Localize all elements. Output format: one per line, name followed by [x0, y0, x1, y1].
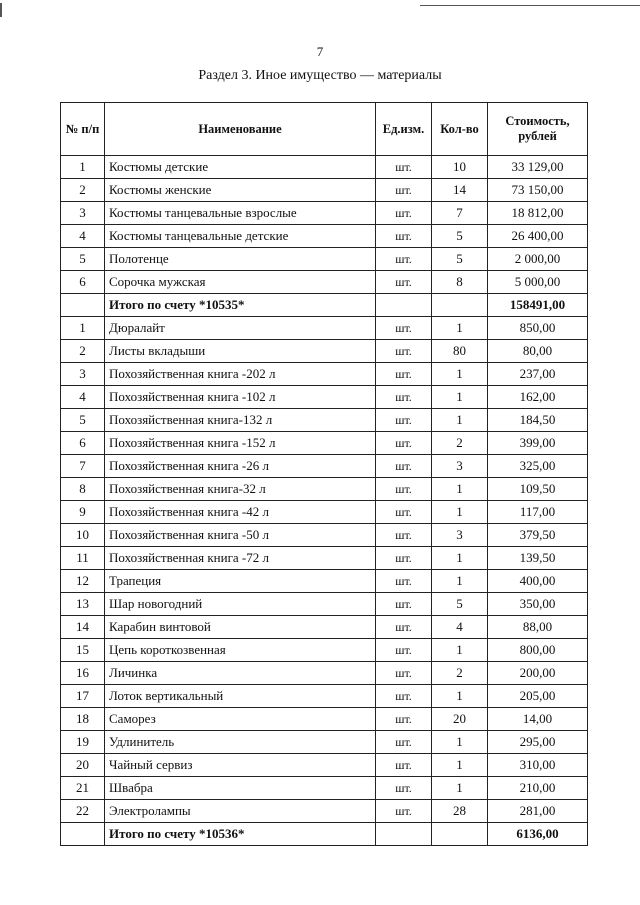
- row-qty: 80: [432, 340, 488, 363]
- table-row: [61, 800, 588, 823]
- row-cost: 5 000,00: [488, 271, 588, 294]
- row-cost: 400,00: [488, 570, 588, 593]
- total-num-empty: [61, 823, 105, 846]
- table-row: [61, 340, 588, 363]
- row-num: 20: [61, 754, 105, 777]
- row-unit: шт.: [376, 225, 432, 248]
- row-num: 2: [61, 179, 105, 202]
- inventory-table: [60, 102, 588, 846]
- row-cost: 73 150,00: [488, 179, 588, 202]
- header-cost-line2: рублей: [518, 129, 557, 143]
- row-unit: шт.: [376, 754, 432, 777]
- row-unit: шт.: [376, 639, 432, 662]
- row-cost: 162,00: [488, 386, 588, 409]
- table-row: [61, 616, 588, 639]
- row-unit: шт.: [376, 731, 432, 754]
- row-unit: шт.: [376, 386, 432, 409]
- table-row: [61, 731, 588, 754]
- row-unit: шт.: [376, 340, 432, 363]
- header-cost: [488, 103, 588, 156]
- section-title: Раздел 3. Иное имущество — материалы: [198, 68, 442, 83]
- row-name: Саморез: [105, 708, 376, 731]
- row-unit: шт.: [376, 570, 432, 593]
- row-num: 19: [61, 731, 105, 754]
- table-row: [61, 317, 588, 340]
- row-num: 3: [61, 363, 105, 386]
- table-row: [61, 202, 588, 225]
- row-cost: 210,00: [488, 777, 588, 800]
- row-name: Полотенце: [105, 248, 376, 271]
- row-name: Швабра: [105, 777, 376, 800]
- table-row: [61, 754, 588, 777]
- row-cost: 399,00: [488, 432, 588, 455]
- row-num: 11: [61, 547, 105, 570]
- row-num: 8: [61, 478, 105, 501]
- row-unit: шт.: [376, 777, 432, 800]
- row-qty: 1: [432, 363, 488, 386]
- row-num: 9: [61, 501, 105, 524]
- row-name: Лоток вертикальный: [105, 685, 376, 708]
- row-cost: 33 129,00: [488, 156, 588, 179]
- row-unit: шт.: [376, 317, 432, 340]
- row-qty: 7: [432, 202, 488, 225]
- row-unit: шт.: [376, 616, 432, 639]
- table-row: [61, 455, 588, 478]
- row-qty: 28: [432, 800, 488, 823]
- row-qty: 1: [432, 386, 488, 409]
- row-unit: шт.: [376, 593, 432, 616]
- row-num: 22: [61, 800, 105, 823]
- row-qty: 5: [432, 593, 488, 616]
- row-cost: 14,00: [488, 708, 588, 731]
- row-name: Костюмы танцевальные взрослые: [105, 202, 376, 225]
- row-num: 1: [61, 317, 105, 340]
- row-name: Похозяйственная книга -72 л: [105, 547, 376, 570]
- row-name: Похозяйственная книга-32 л: [105, 478, 376, 501]
- row-unit: шт.: [376, 156, 432, 179]
- total-num-empty: [61, 294, 105, 317]
- row-num: 6: [61, 432, 105, 455]
- row-cost: 109,50: [488, 478, 588, 501]
- row-cost: 88,00: [488, 616, 588, 639]
- row-qty: 1: [432, 317, 488, 340]
- table-row: [61, 478, 588, 501]
- total-value: 6136,00: [488, 823, 588, 846]
- row-name: Шар новогодний: [105, 593, 376, 616]
- row-num: 13: [61, 593, 105, 616]
- table-row: [61, 179, 588, 202]
- row-qty: 2: [432, 432, 488, 455]
- row-qty: 3: [432, 524, 488, 547]
- row-name: Цепь короткозвенная: [105, 639, 376, 662]
- row-unit: шт.: [376, 547, 432, 570]
- row-qty: 1: [432, 731, 488, 754]
- header-unit: Ед.изм.: [376, 103, 432, 156]
- header-name: Наименование: [105, 103, 376, 156]
- row-qty: 1: [432, 639, 488, 662]
- row-name: Костюмы танцевальные детские: [105, 225, 376, 248]
- row-num: 14: [61, 616, 105, 639]
- scan-edge-mark: [0, 3, 2, 17]
- table-row: [61, 593, 588, 616]
- table-row: [61, 225, 588, 248]
- row-num: 12: [61, 570, 105, 593]
- row-unit: шт.: [376, 478, 432, 501]
- total-qty-empty: [432, 823, 488, 846]
- table-row: [61, 501, 588, 524]
- row-cost: 379,50: [488, 524, 588, 547]
- row-unit: шт.: [376, 708, 432, 731]
- header-qty: Кол-во: [432, 103, 488, 156]
- table-header-row: [61, 103, 588, 156]
- page-number: 7: [316, 44, 324, 59]
- row-num: 2: [61, 340, 105, 363]
- row-unit: шт.: [376, 363, 432, 386]
- table-row: [61, 156, 588, 179]
- row-name: Листы вкладыши: [105, 340, 376, 363]
- row-qty: 1: [432, 409, 488, 432]
- row-name: Чайный сервиз: [105, 754, 376, 777]
- row-qty: 2: [432, 662, 488, 685]
- total-row: [61, 823, 588, 846]
- row-num: 21: [61, 777, 105, 800]
- table-row: [61, 547, 588, 570]
- row-cost: 325,00: [488, 455, 588, 478]
- row-name: Костюмы детские: [105, 156, 376, 179]
- row-qty: 5: [432, 225, 488, 248]
- row-name: Электролампы: [105, 800, 376, 823]
- row-num: 6: [61, 271, 105, 294]
- row-num: 10: [61, 524, 105, 547]
- table-row: [61, 708, 588, 731]
- row-name: Похозяйственная книга-132 л: [105, 409, 376, 432]
- total-unit-empty: [376, 823, 432, 846]
- table-row: [61, 662, 588, 685]
- row-cost: 850,00: [488, 317, 588, 340]
- row-name: Личинка: [105, 662, 376, 685]
- row-qty: 8: [432, 271, 488, 294]
- row-cost: 200,00: [488, 662, 588, 685]
- row-cost: 310,00: [488, 754, 588, 777]
- row-num: 5: [61, 409, 105, 432]
- row-name: Похозяйственная книга -152 л: [105, 432, 376, 455]
- row-cost: 139,50: [488, 547, 588, 570]
- row-qty: 1: [432, 547, 488, 570]
- total-unit-empty: [376, 294, 432, 317]
- row-unit: шт.: [376, 179, 432, 202]
- row-unit: шт.: [376, 800, 432, 823]
- row-name: Костюмы женские: [105, 179, 376, 202]
- row-qty: 1: [432, 754, 488, 777]
- row-unit: шт.: [376, 432, 432, 455]
- table-row: [61, 386, 588, 409]
- row-cost: 117,00: [488, 501, 588, 524]
- row-qty: 10: [432, 156, 488, 179]
- row-cost: 237,00: [488, 363, 588, 386]
- row-cost: 18 812,00: [488, 202, 588, 225]
- row-name: Похозяйственная книга -102 л: [105, 386, 376, 409]
- row-unit: шт.: [376, 685, 432, 708]
- row-qty: 4: [432, 616, 488, 639]
- row-qty: 1: [432, 777, 488, 800]
- row-num: 17: [61, 685, 105, 708]
- row-name: Сорочка мужская: [105, 271, 376, 294]
- total-qty-empty: [432, 294, 488, 317]
- row-name: Похозяйственная книга -50 л: [105, 524, 376, 547]
- row-num: 4: [61, 225, 105, 248]
- row-num: 7: [61, 455, 105, 478]
- row-cost: 80,00: [488, 340, 588, 363]
- row-num: 15: [61, 639, 105, 662]
- scan-edge-line: [420, 5, 640, 6]
- row-cost: 295,00: [488, 731, 588, 754]
- row-name: Похозяйственная книга -202 л: [105, 363, 376, 386]
- row-num: 5: [61, 248, 105, 271]
- row-name: Трапеция: [105, 570, 376, 593]
- total-label: Итого по счету *10536*: [105, 823, 376, 846]
- row-num: 1: [61, 156, 105, 179]
- row-name: Похозяйственная книга -42 л: [105, 501, 376, 524]
- row-qty: 1: [432, 570, 488, 593]
- row-name: Похозяйственная книга -26 л: [105, 455, 376, 478]
- table-row: [61, 248, 588, 271]
- row-qty: 1: [432, 501, 488, 524]
- row-unit: шт.: [376, 524, 432, 547]
- row-cost: 184,50: [488, 409, 588, 432]
- row-unit: шт.: [376, 202, 432, 225]
- row-qty: 1: [432, 685, 488, 708]
- row-cost: 350,00: [488, 593, 588, 616]
- row-qty: 3: [432, 455, 488, 478]
- row-cost: 26 400,00: [488, 225, 588, 248]
- row-unit: шт.: [376, 271, 432, 294]
- row-cost: 2 000,00: [488, 248, 588, 271]
- row-name: Дюралайт: [105, 317, 376, 340]
- header-cost-line1: Стоимость,: [505, 114, 570, 128]
- row-unit: шт.: [376, 455, 432, 478]
- total-row: [61, 294, 588, 317]
- table-row: [61, 524, 588, 547]
- row-unit: шт.: [376, 662, 432, 685]
- total-label: Итого по счету *10535*: [105, 294, 376, 317]
- table-row: [61, 570, 588, 593]
- row-cost: 281,00: [488, 800, 588, 823]
- header-num: № п/п: [61, 103, 105, 156]
- table-row: [61, 432, 588, 455]
- table-row: [61, 271, 588, 294]
- row-num: 3: [61, 202, 105, 225]
- row-name: Удлинитель: [105, 731, 376, 754]
- row-qty: 1: [432, 478, 488, 501]
- row-num: 18: [61, 708, 105, 731]
- row-cost: 800,00: [488, 639, 588, 662]
- table-row: [61, 363, 588, 386]
- row-unit: шт.: [376, 409, 432, 432]
- table-row: [61, 409, 588, 432]
- row-num: 16: [61, 662, 105, 685]
- row-qty: 14: [432, 179, 488, 202]
- row-name: Карабин винтовой: [105, 616, 376, 639]
- row-unit: шт.: [376, 501, 432, 524]
- row-num: 4: [61, 386, 105, 409]
- row-qty: 5: [432, 248, 488, 271]
- table-row: [61, 777, 588, 800]
- row-cost: 205,00: [488, 685, 588, 708]
- row-unit: шт.: [376, 248, 432, 271]
- total-value: 158491,00: [488, 294, 588, 317]
- table-row: [61, 639, 588, 662]
- row-qty: 20: [432, 708, 488, 731]
- table-row: [61, 685, 588, 708]
